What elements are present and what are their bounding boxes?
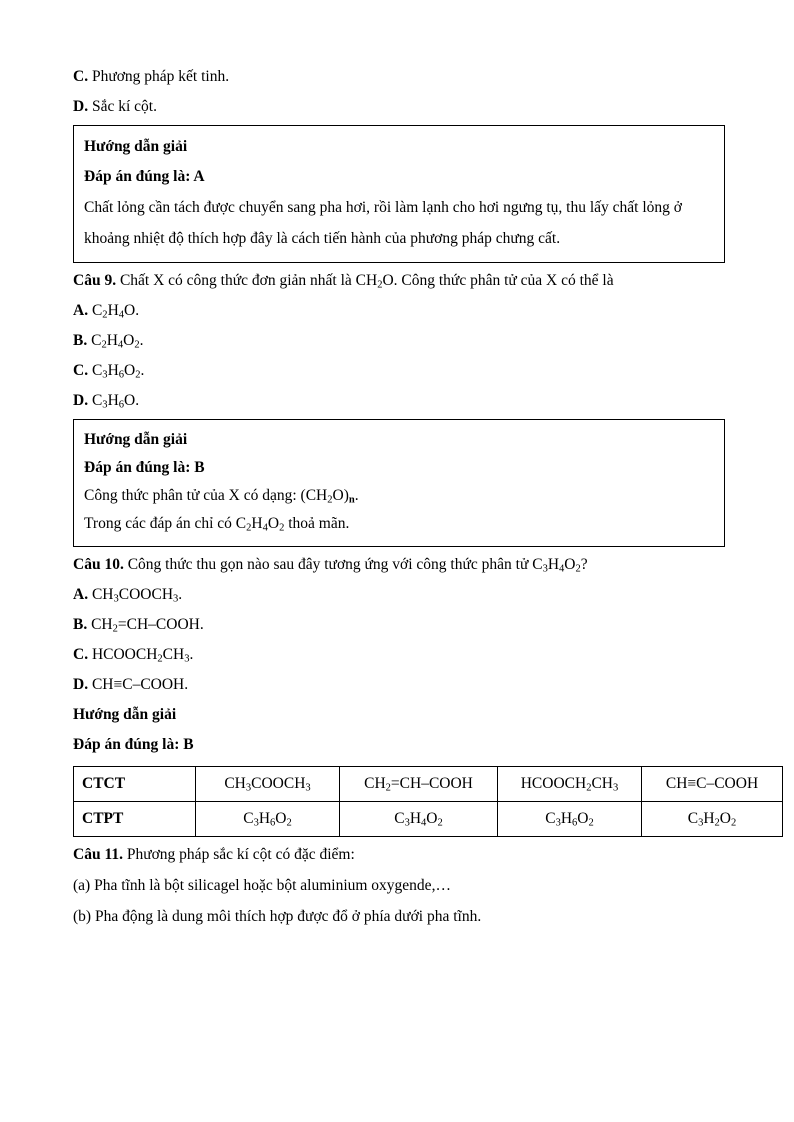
question-10-option-b: [73, 610, 725, 640]
option-text: Phương pháp kết tinh.: [91, 68, 230, 85]
table-row-label: CTCT: [74, 767, 196, 802]
option-prev-d: [73, 92, 725, 122]
option-formula: CH≡C–COOH.: [91, 676, 189, 693]
option-formula: $C_2H_4O_2$.: [91, 332, 144, 351]
question-9-subscript: 2: [377, 279, 383, 291]
explanation-line-1: Công thức phân tử của X có dạng: $(CH_2O)_n$.: [84, 487, 359, 506]
question-10-prompt: Câu 10. Công thức thu gọn nào sau đây tương ứng với công thức phân tử $C_3H_4O_2$?: [73, 556, 588, 575]
table-row: [74, 802, 783, 837]
question-11-item-b: (b) Pha động là dung môi thích hợp được đổ ở phía dưới pha tĩnh.: [73, 908, 482, 925]
option-formula: $CH_2=CH$–COOH.: [91, 616, 204, 635]
option-formula: $C_3H_6O_2$.: [91, 362, 145, 381]
explanation-answer-label: Đáp án đúng là: B: [84, 459, 205, 476]
question-9-number: Câu 9.: [73, 272, 117, 289]
option-text: Sắc kí cột.: [91, 98, 157, 115]
table-row: [74, 767, 783, 802]
question-10-explanation-heading: Hướng dẫn giải: [73, 706, 177, 723]
question-10-option-a: [73, 580, 725, 610]
table-cell: $C_3H_6O_2$: [498, 802, 642, 837]
option-letter: C.: [73, 362, 89, 379]
question-9-option-d: [73, 386, 725, 416]
table-cell: CH≡C–COOH: [642, 767, 783, 802]
table-cell: $CH_3COOCH_3$: [196, 767, 340, 802]
option-formula: $CH_3COOCH_3$.: [91, 586, 183, 605]
option-letter: C.: [73, 68, 89, 85]
table-cell: $C_3H_2O_2$: [642, 802, 783, 837]
option-letter: D.: [73, 392, 89, 409]
table-cell: $HCOOCH_2CH_3$: [498, 767, 642, 802]
option-prev-c: [73, 62, 725, 92]
question-11-prompt: [73, 839, 725, 870]
option-letter: B.: [73, 332, 88, 349]
question-11-text: Phương pháp sắc kí cột có đặc điểm:: [122, 846, 355, 863]
question-10-number: Câu 10.: [73, 556, 124, 573]
option-letter: B.: [73, 616, 88, 633]
question-9-text-part2: O. Công thức phân tử của X có thể là: [382, 272, 614, 289]
option-letter: C.: [73, 646, 89, 663]
question-9-option-a: [73, 296, 725, 326]
option-letter: A.: [73, 302, 89, 319]
table-cell: $CH_2=CH$–COOH: [340, 767, 498, 802]
option-letter: D.: [73, 98, 89, 115]
explanation-line-2: Trong các đáp án chỉ có $C_2H_4O_2$ thoả mãn.: [84, 515, 350, 534]
option-letter: A.: [73, 586, 89, 603]
table-row-label: CTPT: [74, 802, 196, 837]
explanation-box-1: [73, 125, 725, 263]
question-10-explanation-answer: Đáp án đúng là: B: [73, 736, 194, 753]
explanation-heading: Hướng dẫn giải: [84, 138, 188, 155]
option-letter: D.: [73, 676, 89, 693]
option-formula: $HCOOCH_2CH_3$.: [91, 646, 194, 665]
explanation-answer-label: Đáp án đúng là: A: [84, 168, 205, 185]
question-10-formula: $C_3H_4O_2$?: [532, 556, 588, 575]
explanation-box-2: [73, 419, 725, 547]
question-9-option-c: [73, 356, 725, 386]
option-formula: $C_2H_4O$.: [91, 302, 140, 321]
table-cell: $C_3H_6O_2$: [196, 802, 340, 837]
option-formula: $C_3H_6O$.: [91, 392, 140, 411]
formula-comparison-table: [73, 766, 783, 837]
explanation-body: Chất lỏng cần tách được chuyển sang pha hơi, rồi làm lạnh cho hơi ngưng tụ, thu lấy chất lỏng ở khoảng nhiệt độ thích hợp đây là cách tiến hành của phương pháp chưng cất.: [84, 199, 682, 247]
question-10-option-d: [73, 670, 725, 700]
question-9-text-part1: Chất X có công thức đơn giản nhất là CH: [116, 272, 378, 289]
question-11-number: Câu 11.: [73, 846, 123, 863]
table-cell: $C_3H_4O_2$: [340, 802, 498, 837]
document-page: [73, 62, 759, 932]
question-9-prompt: [73, 265, 725, 296]
question-9-option-b: [73, 326, 725, 356]
question-11-item-a: (a) Pha tĩnh là bột silicagel hoặc bột aluminium oxygende,…: [73, 877, 451, 894]
explanation-heading: Hướng dẫn giải: [84, 431, 188, 448]
question-10-option-c: [73, 640, 725, 670]
